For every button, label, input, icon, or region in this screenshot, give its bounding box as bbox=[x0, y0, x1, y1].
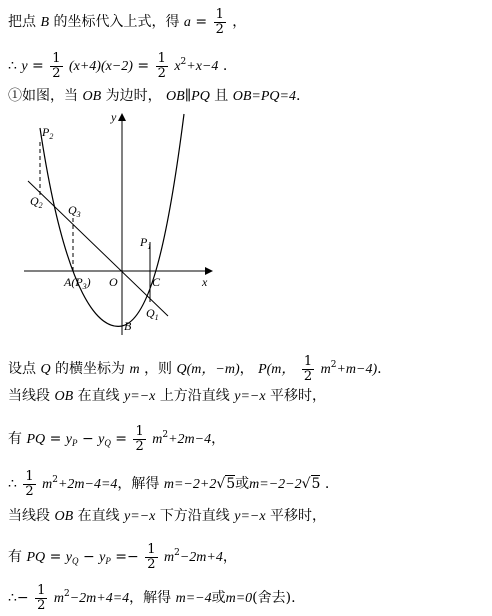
var-y: y bbox=[99, 550, 106, 566]
numerator: 1 bbox=[157, 51, 166, 66]
text: = bbox=[195, 14, 208, 31]
var-a: a bbox=[183, 15, 191, 31]
text: ，解得 bbox=[129, 590, 172, 607]
subscript: 3 bbox=[82, 282, 87, 291]
segment-pq: PQ bbox=[26, 550, 46, 566]
line-below-case bbox=[8, 509, 326, 524]
subscript: Q bbox=[104, 438, 111, 449]
text: 平移时， bbox=[270, 388, 327, 404]
text: ，则 bbox=[144, 361, 173, 378]
text: − bbox=[82, 549, 95, 566]
line-solve-below bbox=[8, 584, 296, 612]
point-q: Q(m，−m) bbox=[176, 362, 240, 378]
denominator: 2 bbox=[25, 483, 34, 499]
text: 当线段 bbox=[8, 388, 50, 404]
line-pq-below bbox=[8, 543, 237, 571]
text: 有 bbox=[8, 431, 22, 448]
var-m: m bbox=[53, 591, 64, 607]
label-y: y bbox=[111, 110, 117, 124]
var-m: m bbox=[152, 432, 163, 448]
paren: ) bbox=[86, 275, 91, 289]
label-a: A(P bbox=[64, 275, 83, 289]
var-y: y bbox=[65, 550, 72, 566]
subscript: P bbox=[71, 438, 78, 449]
subscript: P bbox=[105, 556, 111, 567]
solution: m=−4 bbox=[175, 591, 212, 607]
label-q3 bbox=[68, 203, 81, 219]
solution: m=−2−2 bbox=[249, 477, 302, 493]
fraction bbox=[156, 52, 168, 80]
text: 或 bbox=[211, 590, 226, 607]
label-p1 bbox=[139, 235, 151, 251]
text: 且 bbox=[214, 88, 229, 104]
fraction bbox=[133, 425, 145, 453]
text: . bbox=[324, 476, 330, 493]
text: . bbox=[291, 590, 296, 607]
expression: +2m−4=4 bbox=[57, 477, 118, 493]
denominator: 2 bbox=[215, 21, 224, 37]
line-pq-above bbox=[8, 425, 225, 453]
label-b: B bbox=[124, 319, 132, 333]
segment-ob: OB bbox=[54, 509, 74, 524]
fraction bbox=[35, 584, 47, 612]
var-y: y bbox=[98, 432, 105, 448]
label-q2 bbox=[30, 194, 43, 210]
expression: +2m−4 bbox=[168, 432, 212, 448]
solution: m=0 bbox=[225, 591, 253, 607]
parabola-curve bbox=[40, 114, 184, 326]
expression: +x−4 bbox=[186, 59, 219, 75]
numerator: 1 bbox=[303, 354, 313, 369]
exponent: 2 bbox=[330, 360, 337, 371]
text: ， bbox=[211, 431, 226, 448]
numerator: 1 bbox=[147, 542, 156, 557]
line-case-one bbox=[8, 89, 300, 104]
var-y: y bbox=[21, 59, 28, 75]
numerator: 1 bbox=[37, 583, 46, 598]
parallel-statement: OB∥PQ bbox=[166, 89, 210, 104]
text: (舍去) bbox=[252, 590, 292, 607]
point-p: P(m， bbox=[258, 362, 296, 378]
var-x: x bbox=[174, 59, 181, 75]
therefore-symbol: ∴− bbox=[8, 590, 29, 607]
expression: −2m+4 bbox=[179, 550, 223, 566]
text: ， bbox=[222, 549, 237, 566]
var-b: B bbox=[40, 15, 50, 31]
var-y: y bbox=[65, 432, 72, 448]
text: = bbox=[115, 431, 128, 448]
var-m: m bbox=[129, 362, 140, 378]
subscript: 2 bbox=[49, 132, 54, 141]
exponent: 2 bbox=[174, 548, 180, 559]
expression: +m−4) bbox=[336, 362, 378, 378]
text: 平移时， bbox=[270, 508, 327, 524]
subscript: 1 bbox=[147, 242, 152, 251]
equal-statement: OB=PQ=4 bbox=[232, 89, 296, 104]
text: = bbox=[49, 431, 62, 448]
fraction bbox=[50, 52, 62, 80]
numerator: 1 bbox=[135, 424, 144, 439]
function-graph bbox=[20, 110, 220, 340]
text: = bbox=[49, 549, 62, 566]
text: . bbox=[295, 88, 301, 104]
expression: (x+4)(x−2) bbox=[68, 59, 133, 75]
label-p2 bbox=[41, 125, 53, 141]
numerator: 1 bbox=[52, 51, 61, 66]
line-eq: y=−x bbox=[234, 509, 266, 524]
fraction bbox=[302, 355, 314, 383]
text: 设点 bbox=[8, 361, 36, 378]
line-above-case bbox=[8, 389, 326, 404]
line-eq: y=−x bbox=[124, 389, 156, 404]
subscript: 3 bbox=[76, 210, 81, 219]
text: 或 bbox=[235, 476, 250, 493]
line-set-q bbox=[8, 355, 382, 383]
exponent: 2 bbox=[162, 430, 169, 441]
text: . bbox=[222, 58, 228, 75]
radicand: 5 bbox=[311, 476, 321, 493]
segment-pq: PQ bbox=[26, 432, 46, 448]
text: 下方沿直线 bbox=[159, 508, 230, 524]
solution: m=−2+2 bbox=[163, 477, 217, 493]
label-x: x bbox=[202, 275, 208, 289]
subscript: 2 bbox=[38, 201, 43, 210]
case-marker: ① bbox=[8, 88, 22, 104]
subscript: Q bbox=[71, 556, 79, 567]
label-p: P bbox=[140, 235, 148, 249]
exponent: 2 bbox=[180, 57, 187, 68]
denominator: 2 bbox=[147, 556, 156, 572]
var-m: m bbox=[42, 477, 53, 493]
text: 当线段 bbox=[8, 508, 50, 524]
therefore-symbol: ∴ bbox=[8, 58, 17, 75]
expression: −2m+4=4 bbox=[69, 591, 130, 607]
text: = bbox=[137, 58, 150, 75]
segment-ob: OB bbox=[54, 389, 74, 404]
text: 的横坐标为 bbox=[55, 361, 126, 378]
text: . bbox=[377, 361, 382, 378]
segment-ob: OB bbox=[82, 89, 102, 104]
denominator: 2 bbox=[303, 368, 313, 384]
subscript: 1 bbox=[154, 313, 159, 322]
denominator: 2 bbox=[135, 438, 144, 454]
label-q: Q bbox=[146, 306, 155, 320]
label-c: C bbox=[152, 275, 161, 289]
line-equation bbox=[8, 52, 227, 80]
text: 在直线 bbox=[77, 508, 120, 524]
text: = bbox=[32, 58, 44, 75]
radicand: 5 bbox=[226, 476, 236, 493]
text: ， bbox=[239, 361, 254, 378]
line-solve-above: ∴ $\frac{1}{2}$ $m^2+2m-4=4$，解得 m=−2+2√5或m=−2−2√5 . bbox=[8, 469, 330, 499]
fraction bbox=[23, 470, 35, 498]
label-q: Q bbox=[68, 203, 77, 217]
var-m: m bbox=[163, 550, 175, 566]
var-q: Q bbox=[40, 362, 51, 378]
label-o: O bbox=[109, 275, 118, 289]
text: 如图，当 bbox=[22, 88, 78, 104]
var-m: m bbox=[320, 362, 331, 378]
text: 在直线 bbox=[77, 388, 120, 404]
text: 的坐标代入上式，得 bbox=[53, 14, 180, 31]
text: ， bbox=[232, 14, 247, 31]
fraction bbox=[214, 8, 226, 36]
text: ，解得 bbox=[117, 476, 160, 493]
numerator: 1 bbox=[25, 469, 34, 484]
text: =− bbox=[115, 549, 139, 566]
label-p: P bbox=[42, 125, 50, 139]
exponent: 2 bbox=[63, 589, 70, 600]
text: 有 bbox=[8, 549, 22, 566]
label-q: Q bbox=[30, 194, 39, 208]
therefore-symbol: ∴ bbox=[8, 476, 17, 493]
denominator: 2 bbox=[52, 65, 61, 81]
text: 上方沿直线 bbox=[159, 388, 230, 404]
denominator: 2 bbox=[157, 65, 166, 81]
label-q1 bbox=[146, 306, 159, 322]
fraction bbox=[145, 543, 157, 571]
line-eq: y=−x bbox=[124, 509, 156, 524]
text: 把点 bbox=[8, 14, 36, 31]
line-eq: y=−x bbox=[234, 389, 266, 404]
numerator: 1 bbox=[215, 7, 224, 22]
label-a-p3 bbox=[63, 275, 91, 291]
exponent: 2 bbox=[52, 475, 58, 486]
denominator: 2 bbox=[37, 597, 46, 613]
line-substitute-b bbox=[8, 8, 246, 36]
text: 为边时， bbox=[105, 88, 162, 104]
text: − bbox=[81, 431, 94, 448]
